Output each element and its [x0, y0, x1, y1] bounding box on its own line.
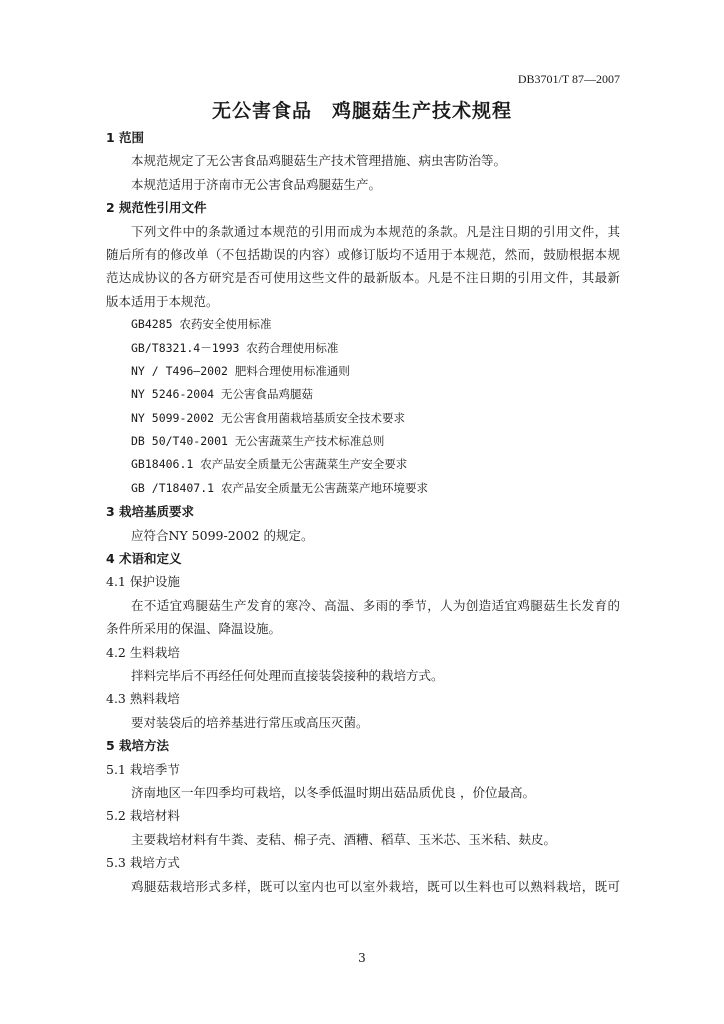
standard-code: DB3701/T 87—2007	[517, 72, 620, 86]
section-heading-scope: 1 范围	[106, 130, 145, 145]
document-body	[106, 126, 620, 898]
page-number: 3	[358, 951, 366, 965]
section-heading-terms: 4 术语和定义	[106, 551, 182, 567]
paragraph-line: 随后所有的修改单（不包括勘误的内容）或修订版均不适用于本规范，然而，鼓励根据本规	[106, 246, 620, 262]
paragraph-line: 版本适用于本规范。	[106, 293, 219, 309]
paragraph-line: 下列文件中的条款通过本规范的引用而成为本规范的条款。凡是注日期的引用文件，其	[131, 223, 620, 239]
section-heading-substrate: 3 栽培基质要求	[106, 504, 195, 520]
reference-item: NY 5246-2004 无公害食品鸡腿菇	[131, 387, 314, 402]
reference-item: NY / T496—2002 肥料合理使用标准通则	[131, 363, 350, 378]
paragraph-line: 在不适宜鸡腿菇生产发育的寒冷、高温、多雨的季节，人为创造适宜鸡腿菇生长发育的	[131, 597, 620, 613]
paragraph-line: 鸡腿菇栽培形式多样，既可以室内也可以室外栽培，既可以生料也可以熟料栽培，既可	[131, 878, 620, 894]
paragraph: 济南地区一年四季均可栽培，以冬季低温时期出菇品质优良 ，价位最高。	[131, 784, 535, 800]
subsection-heading: 4.2 生料栽培	[106, 644, 180, 660]
paragraph: 拌料完毕后不再经任何处理而直接装袋接种的栽培方式。	[131, 667, 444, 683]
paragraph-line: 条件所采用的保温、降温设施。	[106, 621, 282, 637]
reference-item: GB/T8321.4－1993 农药合理使用标准	[131, 340, 339, 355]
subsection-heading: 5.2 栽培材料	[106, 808, 180, 824]
subsection-heading: 5.3 栽培方式	[106, 855, 180, 871]
paragraph: 本规范规定了无公害食品鸡腿菇生产技术管理措施、病虫害防治等。	[131, 153, 507, 169]
reference-item: DB 50/T40-2001 无公害蔬菜生产技术标准总则	[131, 434, 385, 449]
reference-item: GB /T18407.1 农产品安全质量无公害蔬菜产地环境要求	[131, 480, 429, 495]
paragraph: 要对装袋后的培养基进行常压或高压灭菌。	[131, 714, 369, 730]
paragraph-line: 范达成协议的各方研究是否可使用这些文件的最新版本。凡是不注日期的引用文件，其最新	[106, 270, 620, 286]
section-heading-cultivation: 5 栽培方法	[106, 738, 170, 754]
section-heading-normative-references: 2 规范性引用文件	[106, 200, 207, 216]
paragraph: 应符合NY 5099-2002 的规定。	[131, 527, 314, 543]
reference-item: GB4285 农药安全使用标准	[131, 317, 272, 332]
subsection-heading: 4.1 保护设施	[106, 574, 180, 590]
subsection-heading: 4.3 熟料栽培	[106, 691, 180, 707]
subsection-heading: 5.1 栽培季节	[106, 761, 180, 777]
reference-item: GB18406.1 农产品安全质量无公害蔬菜生产安全要求	[131, 457, 408, 472]
paragraph: 主要栽培材料有牛粪、麦秸、棉子壳、酒糟、稻草、玉米芯、玉米秸、麸皮。	[131, 831, 557, 847]
reference-item: NY 5099-2002 无公害食用菌栽培基质安全技术要求	[131, 410, 406, 425]
paragraph: 本规范适用于济南市无公害食品鸡腿菇生产。	[131, 176, 382, 192]
document-title: 无公害食品 鸡腿菇生产技术规程	[211, 100, 512, 122]
